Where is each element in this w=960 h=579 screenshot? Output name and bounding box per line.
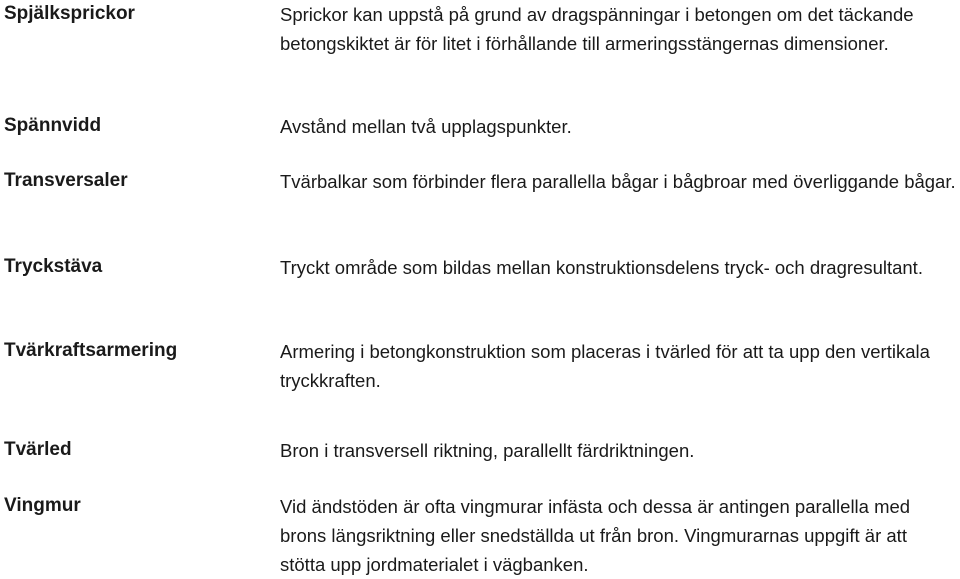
term: Vingmur	[4, 495, 81, 516]
term: Tryckstäva	[4, 256, 103, 277]
definition: Vid ändstöden är ofta vingmurar infästa och dessa är antingen parallella med brons längsriktning eller snedställda ut från bron. Vingmurarnas uppgift är att stötta upp jordmaterialet i vägbanken.	[280, 496, 911, 575]
term: Spännvidd	[4, 115, 102, 136]
definition: Bron i transversell riktning, parallellt färdriktningen.	[280, 440, 695, 461]
term: Tvärkraftsarmering	[4, 340, 178, 361]
term: Spjälksprickor	[4, 3, 135, 24]
term: Transversaler	[4, 170, 128, 191]
definition: Tvärbalkar som förbinder flera parallella bågar i bågbroar med överliggande bågar.	[280, 171, 956, 192]
definition: Armering i betongkonstruktion som placeras i tvärled för att ta upp den vertikala tryckkraften.	[280, 341, 930, 391]
term: Tvärled	[4, 439, 72, 460]
definition: Avstånd mellan två upplagspunkter.	[280, 116, 572, 137]
definition: Sprickor kan uppstå på grund av dragspänningar i betongen om det täckande betongskiktet är för litet i förhållande till armeringsstängernas dimensioner.	[280, 4, 914, 54]
definition: Tryckt område som bildas mellan konstruktionsdelens tryck- och dragresultant.	[280, 257, 923, 278]
